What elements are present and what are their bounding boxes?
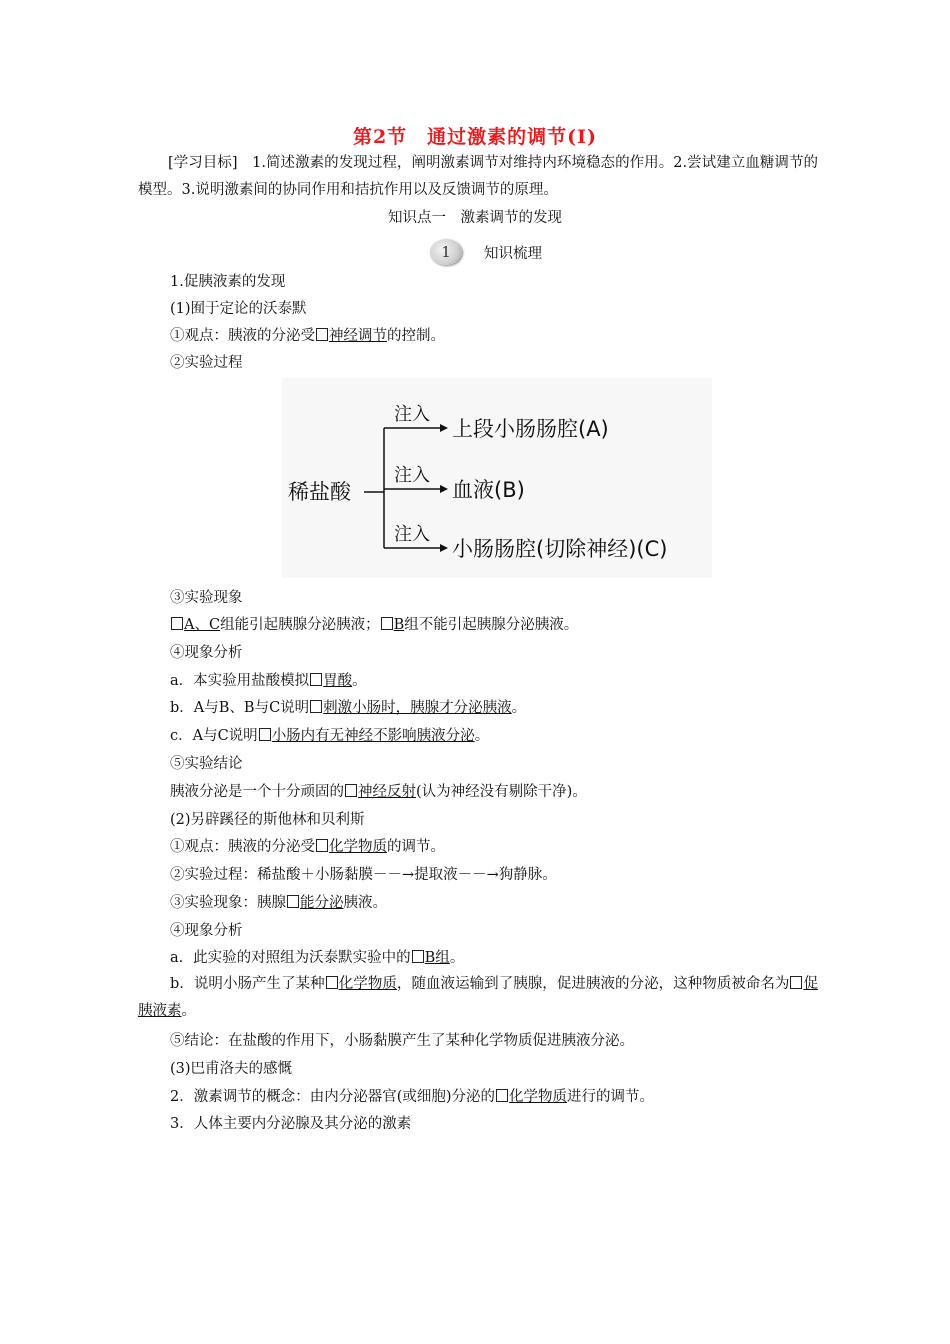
arrow-head-icon xyxy=(440,424,448,432)
subheading-pavlov: (3)巴甫洛夫的感慨 xyxy=(170,1061,293,1077)
answer-text: 化学物质 xyxy=(338,976,397,992)
text-line: ②实验过程：稀盐酸＋小肠黏膜－－→提取液－－→狗静脉。 xyxy=(170,867,557,883)
text-line: ②实验过程 xyxy=(170,355,243,371)
subheading-wotaimo: (1)囿于定论的沃泰默 xyxy=(170,301,307,317)
text-line: ①观点：胰液的分泌受 化学物质的调节。 xyxy=(170,839,445,855)
answer-box-icon xyxy=(326,976,338,989)
text-line: ③实验现象：胰腺 能分泌胰液。 xyxy=(170,895,387,911)
diagram-source: 稀盐酸 xyxy=(288,480,351,504)
text-line: b．A与B、B与C说明 刺激小肠时，胰腺才分泌胰液。 xyxy=(170,700,527,716)
answer-text: 化学物质 xyxy=(329,839,387,855)
answer-box-icon xyxy=(310,673,322,686)
section-title: 知识点一 激素调节的发现 xyxy=(388,210,562,226)
answer-text: 神经反射 xyxy=(358,784,416,800)
text-line: ⑤实验结论 xyxy=(170,756,243,772)
answer-text: 胃酸 xyxy=(323,673,353,689)
answer-box-icon xyxy=(790,976,802,989)
answer-text: 能分泌 xyxy=(300,895,344,911)
arrow-head-icon xyxy=(440,544,448,552)
answer-text: 小肠内有无神经不影响胰液分泌 xyxy=(271,728,475,744)
answer-box-icon xyxy=(316,839,328,852)
learning-objectives: [学习目标] 1.简述激素的发现过程，阐明激素调节对维持内环境稳态的作用。2.尝试建立血糖调节的模型。3.说明激素间的协同作用和拮抗作用以及反馈调节的原理。 xyxy=(138,155,818,198)
text-line: ①观点：胰液的分泌受 神经调节的控制。 xyxy=(170,328,445,344)
subheading-starling: (2)另辟蹊径的斯他林和贝利斯 xyxy=(170,812,365,828)
arrow-label: 注入 xyxy=(394,404,430,425)
answer-text: B组 xyxy=(424,950,450,966)
text-line: c．A与C说明 小肠内有无神经不影响胰液分泌。 xyxy=(170,728,490,744)
text-line: a．本实验用盐酸模拟 胃酸。 xyxy=(170,673,367,689)
text-line: A、C组能引起胰腺分泌胰液； B组不能引起胰腺分泌胰液。 xyxy=(170,615,578,635)
text-line: 2．激素调节的概念：由内分泌器官(或细胞)分泌的 化学物质进行的调节。 xyxy=(170,1089,655,1105)
answer-text: 刺激小肠时，胰腺才分泌胰液 xyxy=(323,700,512,716)
text-line: ③实验现象 xyxy=(170,590,243,606)
text-line: 3．人体主要内分泌腺及其分泌的激素 xyxy=(170,1116,412,1132)
heading-secretin: 1.促胰液素的发现 xyxy=(170,274,286,290)
arrow-label: 注入 xyxy=(394,465,430,486)
text-line: a．此实验的对照组为沃泰默实验中的 B组。 xyxy=(170,950,465,966)
page-title: 第2节 通过激素的调节(Ⅰ) xyxy=(352,126,598,148)
text-line: ④现象分析 xyxy=(170,645,243,661)
answer-box-icon xyxy=(381,617,393,630)
answer-box-icon xyxy=(171,617,183,630)
experiment-diagram xyxy=(282,378,712,578)
answer-text: 化学物质 xyxy=(509,1089,568,1105)
badge-label: 知识梳理 xyxy=(484,245,542,262)
answer-box-icon xyxy=(345,784,357,797)
text-line: 胰液分泌是一个十分顽固的 神经反射(认为神经没有剔除干净)。 xyxy=(170,784,587,800)
answer-box-icon xyxy=(259,728,271,741)
text-line: ④现象分析 xyxy=(170,923,243,939)
target-a: 上段小肠肠腔(A) xyxy=(452,417,609,441)
answer-box-icon xyxy=(310,700,322,713)
answer-box-icon xyxy=(412,950,424,963)
answer-text: B xyxy=(393,617,405,633)
arrow-label: 注入 xyxy=(394,524,430,545)
answer-box-icon xyxy=(287,895,299,908)
target-b: 血液(B) xyxy=(452,478,525,502)
knowledge-badge xyxy=(430,236,542,268)
answer-text: 促胰液素 xyxy=(138,976,819,1019)
arrow-head-icon xyxy=(440,485,448,493)
text-paragraph: b．说明小肠产生了某种 化学物质，随血液运输到了胰腺，促进胰液的分泌，这种物质被命名为 促胰液素。 xyxy=(138,976,819,1019)
target-c: 小肠肠腔(切除神经)(C) xyxy=(452,537,668,561)
answer-box-icon xyxy=(316,328,328,341)
circled-number-icon: 1 xyxy=(430,239,462,265)
answer-box-icon xyxy=(496,1089,508,1102)
experiment-flow xyxy=(282,378,712,578)
answer-text: A、C xyxy=(184,617,221,633)
answer-text: 神经调节 xyxy=(329,328,387,344)
text-line: ⑤结论：在盐酸的作用下，小肠黏膜产生了某种化学物质促进胰液分泌。 xyxy=(170,1033,634,1049)
